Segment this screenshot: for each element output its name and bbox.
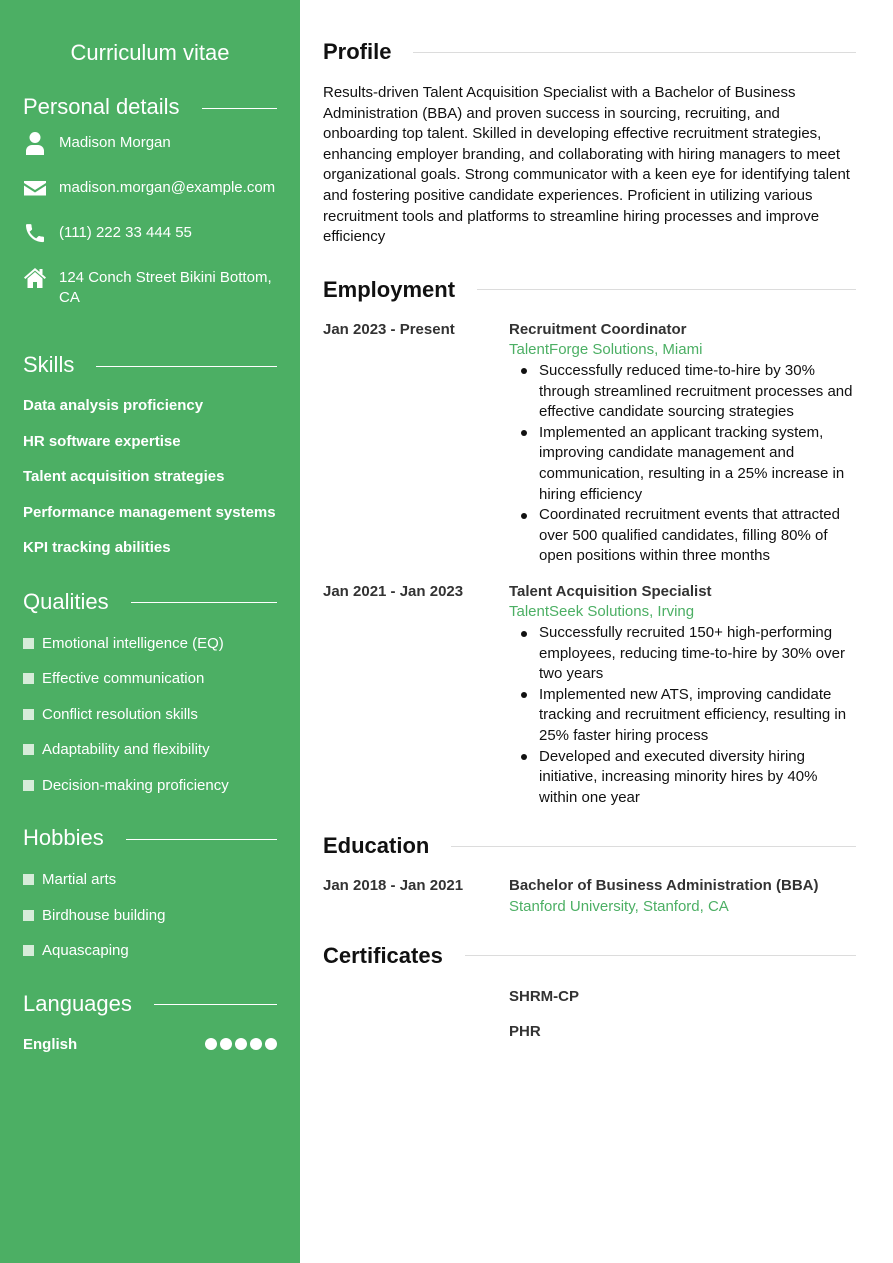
heading-divider [477, 289, 856, 290]
level-dot-icon [265, 1038, 277, 1050]
square-bullet-icon [23, 910, 34, 921]
level-dot-icon [220, 1038, 232, 1050]
job-title: Talent Acquisition Specialist [509, 582, 712, 600]
skill-item: Talent acquisition strategies [23, 468, 225, 485]
employment-heading [323, 275, 856, 305]
sidebar [0, 0, 300, 1263]
hobby-item: Birdhouse building [23, 905, 277, 941]
quality-item: Decision-making proficiency [23, 775, 277, 811]
personal-name [23, 133, 277, 178]
name-text: Madison Morgan [59, 134, 171, 151]
skills-heading-text: Skills [23, 352, 75, 377]
profile-text: Results-driven Talent Acquisition Specialist with a Bachelor of Business Administration (BBA) and proven success in sourcing, recruiting, and onboarding top talent. Skilled in developing effective recruitment strategies, enhancing employer branding, and collaborating with hiring managers to meet organizational goals. Strong communicator with a keen eye for identifying talent and fostering positive candidate experiences. Proficient in utilizing various recruitment tools and platforms to streamline hiring processes and improve efficiency [323, 84, 850, 246]
square-bullet-icon [23, 709, 34, 720]
hobby-item: Martial arts [23, 869, 277, 905]
hobbies-heading [23, 823, 277, 853]
envelope-icon [23, 176, 47, 200]
job-bullet: Successfully recruited 150+ high-performing employees, reducing time-to-hire by 30% over two years [509, 623, 856, 685]
square-bullet-icon [23, 673, 34, 684]
main-content [323, 0, 856, 1058]
profile-heading-text: Profile [323, 39, 392, 64]
job-title: Recruitment Coordinator [509, 320, 687, 338]
level-dot-icon [250, 1038, 262, 1050]
education-entry [323, 876, 856, 917]
job-bullets [509, 623, 856, 808]
phone-text[interactable]: (111) 222 33 444 55 [59, 224, 192, 241]
job-bullet: Implemented new ATS, improving candidate tracking and recruitment efficiency, resulting in 25% faster hiring process [509, 685, 856, 747]
square-bullet-icon [23, 744, 34, 755]
employer: TalentForge Solutions, Miami [509, 341, 703, 359]
hobbies-list [23, 869, 277, 976]
certificate-item: PHR [509, 1023, 541, 1041]
education-heading-text: Education [323, 833, 430, 859]
school: Stanford University, Stanford, CA [509, 898, 729, 915]
job-bullet: Successfully reduced time-to-hire by 30% through streamlined recruitment processes and effective candidate sourcing strategies [509, 361, 856, 423]
employment-date: Jan 2023 - Present [323, 320, 455, 338]
employment-date: Jan 2021 - Jan 2023 [323, 582, 464, 600]
square-bullet-icon [23, 780, 34, 791]
square-bullet-icon [23, 945, 34, 956]
heading-divider [413, 52, 856, 53]
job-bullet: Developed and executed diversity hiring initiative, increasing minority hires by 40% within one year [509, 747, 856, 809]
job-bullets [509, 361, 856, 567]
cv-title: Curriculum vitae [70, 40, 230, 65]
degree: Bachelor of Business Administration (BBA) [509, 877, 819, 895]
education-heading [323, 831, 856, 861]
certificates-list [323, 987, 856, 1058]
skill-item: Performance management systems [23, 503, 276, 521]
level-dot-icon [235, 1038, 247, 1050]
job-bullet: Implemented an applicant tracking system, improving candidate management and communication, resulting in a 25% increase in hiring efficiency [509, 423, 856, 505]
heading-divider [154, 1004, 277, 1005]
skills-list [23, 396, 277, 574]
language-level-dots [205, 1038, 277, 1050]
user-icon [23, 131, 47, 155]
heading-divider [202, 108, 277, 109]
address-text: 124 Conch Street Bikini Bottom, CA [59, 269, 272, 306]
employment-heading-text: Employment [323, 276, 456, 302]
qualities-heading-text: Qualities [23, 588, 109, 614]
employment-entry [323, 320, 856, 567]
certificates-heading-text: Certificates [323, 942, 443, 968]
qualities-list [23, 633, 277, 811]
skill-item: HR software expertise [23, 432, 181, 450]
personal-address [23, 268, 277, 328]
certificates-heading [323, 941, 856, 971]
education-date: Jan 2018 - Jan 2021 [323, 877, 464, 895]
employment-entry [323, 582, 856, 809]
certificate-item: SHRM-CP [509, 987, 579, 1005]
job-bullet: Coordinated recruitment events that attracted over 500 qualified candidates, filling 80% of open positions within three months [509, 505, 856, 567]
qualities-heading [23, 587, 277, 617]
languages-heading [23, 989, 277, 1019]
heading-divider [96, 366, 277, 367]
skill-item: Data analysis proficiency [23, 397, 204, 414]
square-bullet-icon [23, 638, 34, 649]
profile-heading [323, 37, 856, 67]
skills-heading [23, 350, 277, 380]
quality-item: Emotional intelligence (EQ) [23, 633, 277, 669]
level-dot-icon [205, 1038, 217, 1050]
quality-item: Effective communication [23, 668, 277, 704]
skill-item: KPI tracking abilities [23, 539, 171, 556]
employer: TalentSeek Solutions, Irving [509, 603, 695, 621]
hobby-item: Aquascaping [23, 940, 277, 976]
heading-divider [131, 602, 277, 603]
personal-phone[interactable] [23, 223, 277, 268]
quality-item: Conflict resolution skills [23, 704, 277, 740]
home-icon [23, 266, 47, 290]
personal-details-heading [23, 92, 277, 122]
hobbies-heading-text: Hobbies [23, 825, 104, 850]
square-bullet-icon [23, 874, 34, 885]
language-name: English [23, 1035, 78, 1053]
heading-divider [126, 839, 277, 840]
email-text[interactable]: madison.morgan@example.com [59, 179, 276, 196]
personal-email[interactable] [23, 178, 277, 223]
quality-item: Adaptability and flexibility [23, 739, 277, 775]
languages-heading-text: Languages [23, 990, 132, 1016]
heading-divider [451, 846, 856, 847]
phone-icon [23, 221, 47, 245]
personal-details-heading-text: Personal details [23, 94, 180, 119]
language-item [23, 1036, 277, 1053]
heading-divider [465, 955, 856, 956]
